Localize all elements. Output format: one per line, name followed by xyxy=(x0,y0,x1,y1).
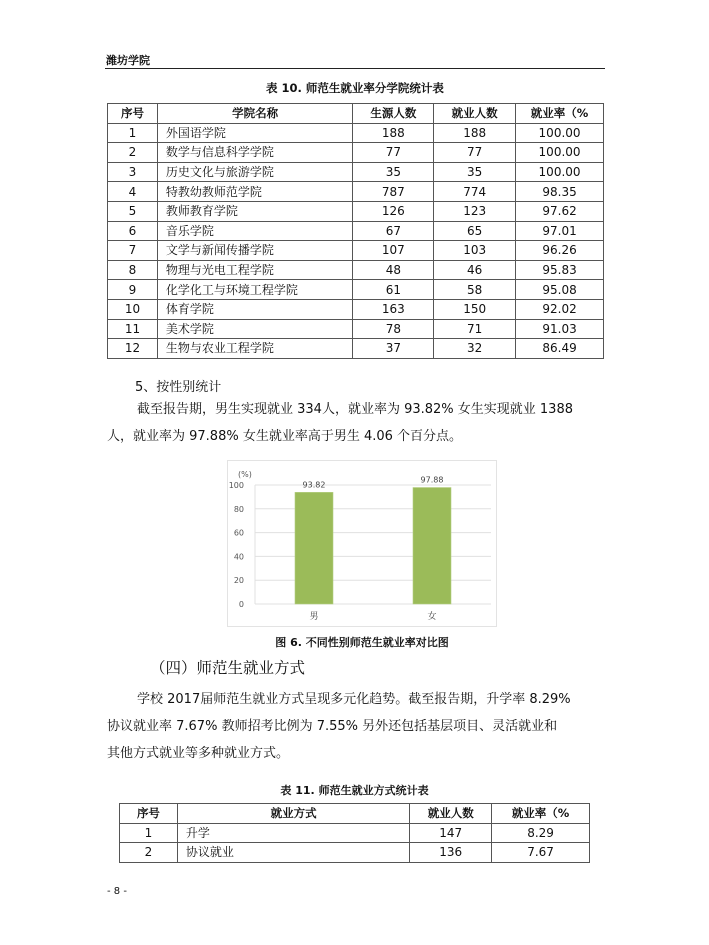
gender-chart xyxy=(227,460,497,627)
table10-cell: 97.62 xyxy=(516,201,604,221)
table10-cell: 物理与光电工程学院 xyxy=(157,260,353,280)
bar xyxy=(413,488,451,604)
table11-cell: 协议就业 xyxy=(177,843,409,863)
section4-paragraph-line: 学校 2017届师范生就业方式呈现多元化趋势。截至报告期，升学率 8.29% xyxy=(137,692,571,707)
table10-cell: 11 xyxy=(108,319,158,339)
header-rule xyxy=(105,68,605,69)
table11-col-header: 就业方式 xyxy=(177,804,409,824)
table10-cell: 5 xyxy=(108,201,158,221)
table10-cell: 86.49 xyxy=(516,339,604,359)
table10-cell: 107 xyxy=(353,241,434,261)
section4-paragraph-line: 协议就业率 7.67% 教师招考比例为 7.55% 另外还包括基层项目、灵活就业和 xyxy=(107,719,558,734)
table11-col-header: 就业率（% xyxy=(492,804,590,824)
table10-cell: 35 xyxy=(434,162,516,182)
y-tick-label: 20 xyxy=(233,576,244,586)
table10-cell: 音乐学院 xyxy=(157,221,353,241)
table10-cell: 71 xyxy=(434,319,516,339)
table10-row xyxy=(108,299,604,319)
table10-header-row xyxy=(108,104,604,124)
header-title: 潍坊学院 xyxy=(106,54,150,67)
table10-cell: 97.01 xyxy=(516,221,604,241)
table11-cell: 2 xyxy=(120,843,178,863)
table10-cell: 35 xyxy=(353,162,434,182)
table10-cell: 98.35 xyxy=(516,182,604,202)
table10-row xyxy=(108,260,604,280)
table11-cell: 8.29 xyxy=(492,823,590,843)
table10-row xyxy=(108,143,604,163)
table10-cell: 美术学院 xyxy=(157,319,353,339)
table10-col-header: 就业人数 xyxy=(434,104,516,124)
table10-cell: 61 xyxy=(353,280,434,300)
table10-row xyxy=(108,182,604,202)
data-label: 97.88 xyxy=(420,475,444,485)
table10-cell: 10 xyxy=(108,299,158,319)
table10 xyxy=(107,103,604,359)
table10-cell: 37 xyxy=(353,339,434,359)
y-tick-label: 60 xyxy=(233,528,244,538)
table10-cell: 48 xyxy=(353,260,434,280)
page-number: - 8 - xyxy=(107,886,127,897)
table10-cell: 特教幼教师范学院 xyxy=(157,182,353,202)
section5-heading: 5、按性别统计 xyxy=(135,380,222,395)
table10-cell: 9 xyxy=(108,280,158,300)
bar xyxy=(295,492,333,604)
table10-cell: 188 xyxy=(434,123,516,143)
table10-cell: 100.00 xyxy=(516,162,604,182)
table10-cell: 77 xyxy=(353,143,434,163)
table10-col-header: 就业率（% xyxy=(516,104,604,124)
table10-cell: 12 xyxy=(108,339,158,359)
table11-col-header: 序号 xyxy=(120,804,178,824)
table10-cell: 4 xyxy=(108,182,158,202)
table10-row xyxy=(108,319,604,339)
table10-row xyxy=(108,280,604,300)
table10-cell: 123 xyxy=(434,201,516,221)
table10-cell: 1 xyxy=(108,123,158,143)
table10-cell: 91.03 xyxy=(516,319,604,339)
table10-cell: 95.83 xyxy=(516,260,604,280)
table10-cell: 787 xyxy=(353,182,434,202)
table10-cell: 历史文化与旅游学院 xyxy=(157,162,353,182)
section4-paragraph-line: 其他方式就业等多种就业方式。 xyxy=(107,746,290,761)
x-tick-label: 男 xyxy=(309,612,319,622)
table10-cell: 46 xyxy=(434,260,516,280)
table10-cell: 文学与新闻传播学院 xyxy=(157,241,353,261)
table11-header-row xyxy=(120,804,590,824)
table10-cell: 58 xyxy=(434,280,516,300)
table10-col-header: 生源人数 xyxy=(353,104,434,124)
table10-row xyxy=(108,241,604,261)
table10-cell: 67 xyxy=(353,221,434,241)
table10-cell: 96.26 xyxy=(516,241,604,261)
y-tick-label: 100 xyxy=(228,481,244,490)
table11-cell: 147 xyxy=(410,823,492,843)
table11-cell: 升学 xyxy=(177,823,409,843)
table10-cell: 数学与信息科学学院 xyxy=(157,143,353,163)
table10-cell: 32 xyxy=(434,339,516,359)
table11 xyxy=(119,803,590,863)
table10-cell: 化学化工与环境工程学院 xyxy=(157,280,353,300)
table11-row xyxy=(120,843,590,863)
table10-cell: 7 xyxy=(108,241,158,261)
section5-paragraph-line: 截至报告期，男生实现就业 334人，就业率为 93.82% 女生实现就业 1388 xyxy=(137,402,573,417)
y-tick-label: 0 xyxy=(238,600,244,609)
table10-cell: 8 xyxy=(108,260,158,280)
table10-cell: 2 xyxy=(108,143,158,163)
y-axis-label: (%) xyxy=(238,470,252,479)
table10-row xyxy=(108,339,604,359)
table10-cell: 生物与农业工程学院 xyxy=(157,339,353,359)
table10-row xyxy=(108,123,604,143)
table10-cell: 教师教育学院 xyxy=(157,201,353,221)
table10-cell: 77 xyxy=(434,143,516,163)
table10-cell: 外国语学院 xyxy=(157,123,353,143)
gender-chart-svg xyxy=(228,461,496,626)
table10-cell: 163 xyxy=(353,299,434,319)
table10-row xyxy=(108,201,604,221)
table10-cell: 6 xyxy=(108,221,158,241)
table10-row xyxy=(108,221,604,241)
y-tick-label: 40 xyxy=(233,552,244,562)
table11-cell: 7.67 xyxy=(492,843,590,863)
table10-col-header: 学院名称 xyxy=(157,104,353,124)
table11-caption: 表 11. 师范生就业方式统计表 xyxy=(280,784,429,797)
table10-cell: 150 xyxy=(434,299,516,319)
table10-cell: 95.08 xyxy=(516,280,604,300)
table10-col-header: 序号 xyxy=(108,104,158,124)
table10-cell: 103 xyxy=(434,241,516,261)
y-tick-label: 80 xyxy=(233,504,244,514)
data-label: 93.82 xyxy=(302,480,326,490)
table10-cell: 100.00 xyxy=(516,143,604,163)
section4-heading: （四）师范生就业方式 xyxy=(150,659,306,677)
table11-cell: 1 xyxy=(120,823,178,843)
table11-cell: 136 xyxy=(410,843,492,863)
table10-row xyxy=(108,162,604,182)
table10-cell: 78 xyxy=(353,319,434,339)
table10-cell: 774 xyxy=(434,182,516,202)
table10-cell: 3 xyxy=(108,162,158,182)
table11-row xyxy=(120,823,590,843)
table10-cell: 体育学院 xyxy=(157,299,353,319)
table10-cell: 126 xyxy=(353,201,434,221)
table10-cell: 188 xyxy=(353,123,434,143)
table10-caption: 表 10. 师范生就业率分学院统计表 xyxy=(266,81,444,95)
table11-col-header: 就业人数 xyxy=(410,804,492,824)
chart-caption: 图 6. 不同性别师范生就业率对比图 xyxy=(275,636,449,649)
section5-paragraph-line: 人，就业率为 97.88% 女生就业率高于男生 4.06 个百分点。 xyxy=(107,429,463,444)
x-tick-label: 女 xyxy=(427,612,437,622)
table10-cell: 100.00 xyxy=(516,123,604,143)
table10-cell: 65 xyxy=(434,221,516,241)
table10-cell: 92.02 xyxy=(516,299,604,319)
